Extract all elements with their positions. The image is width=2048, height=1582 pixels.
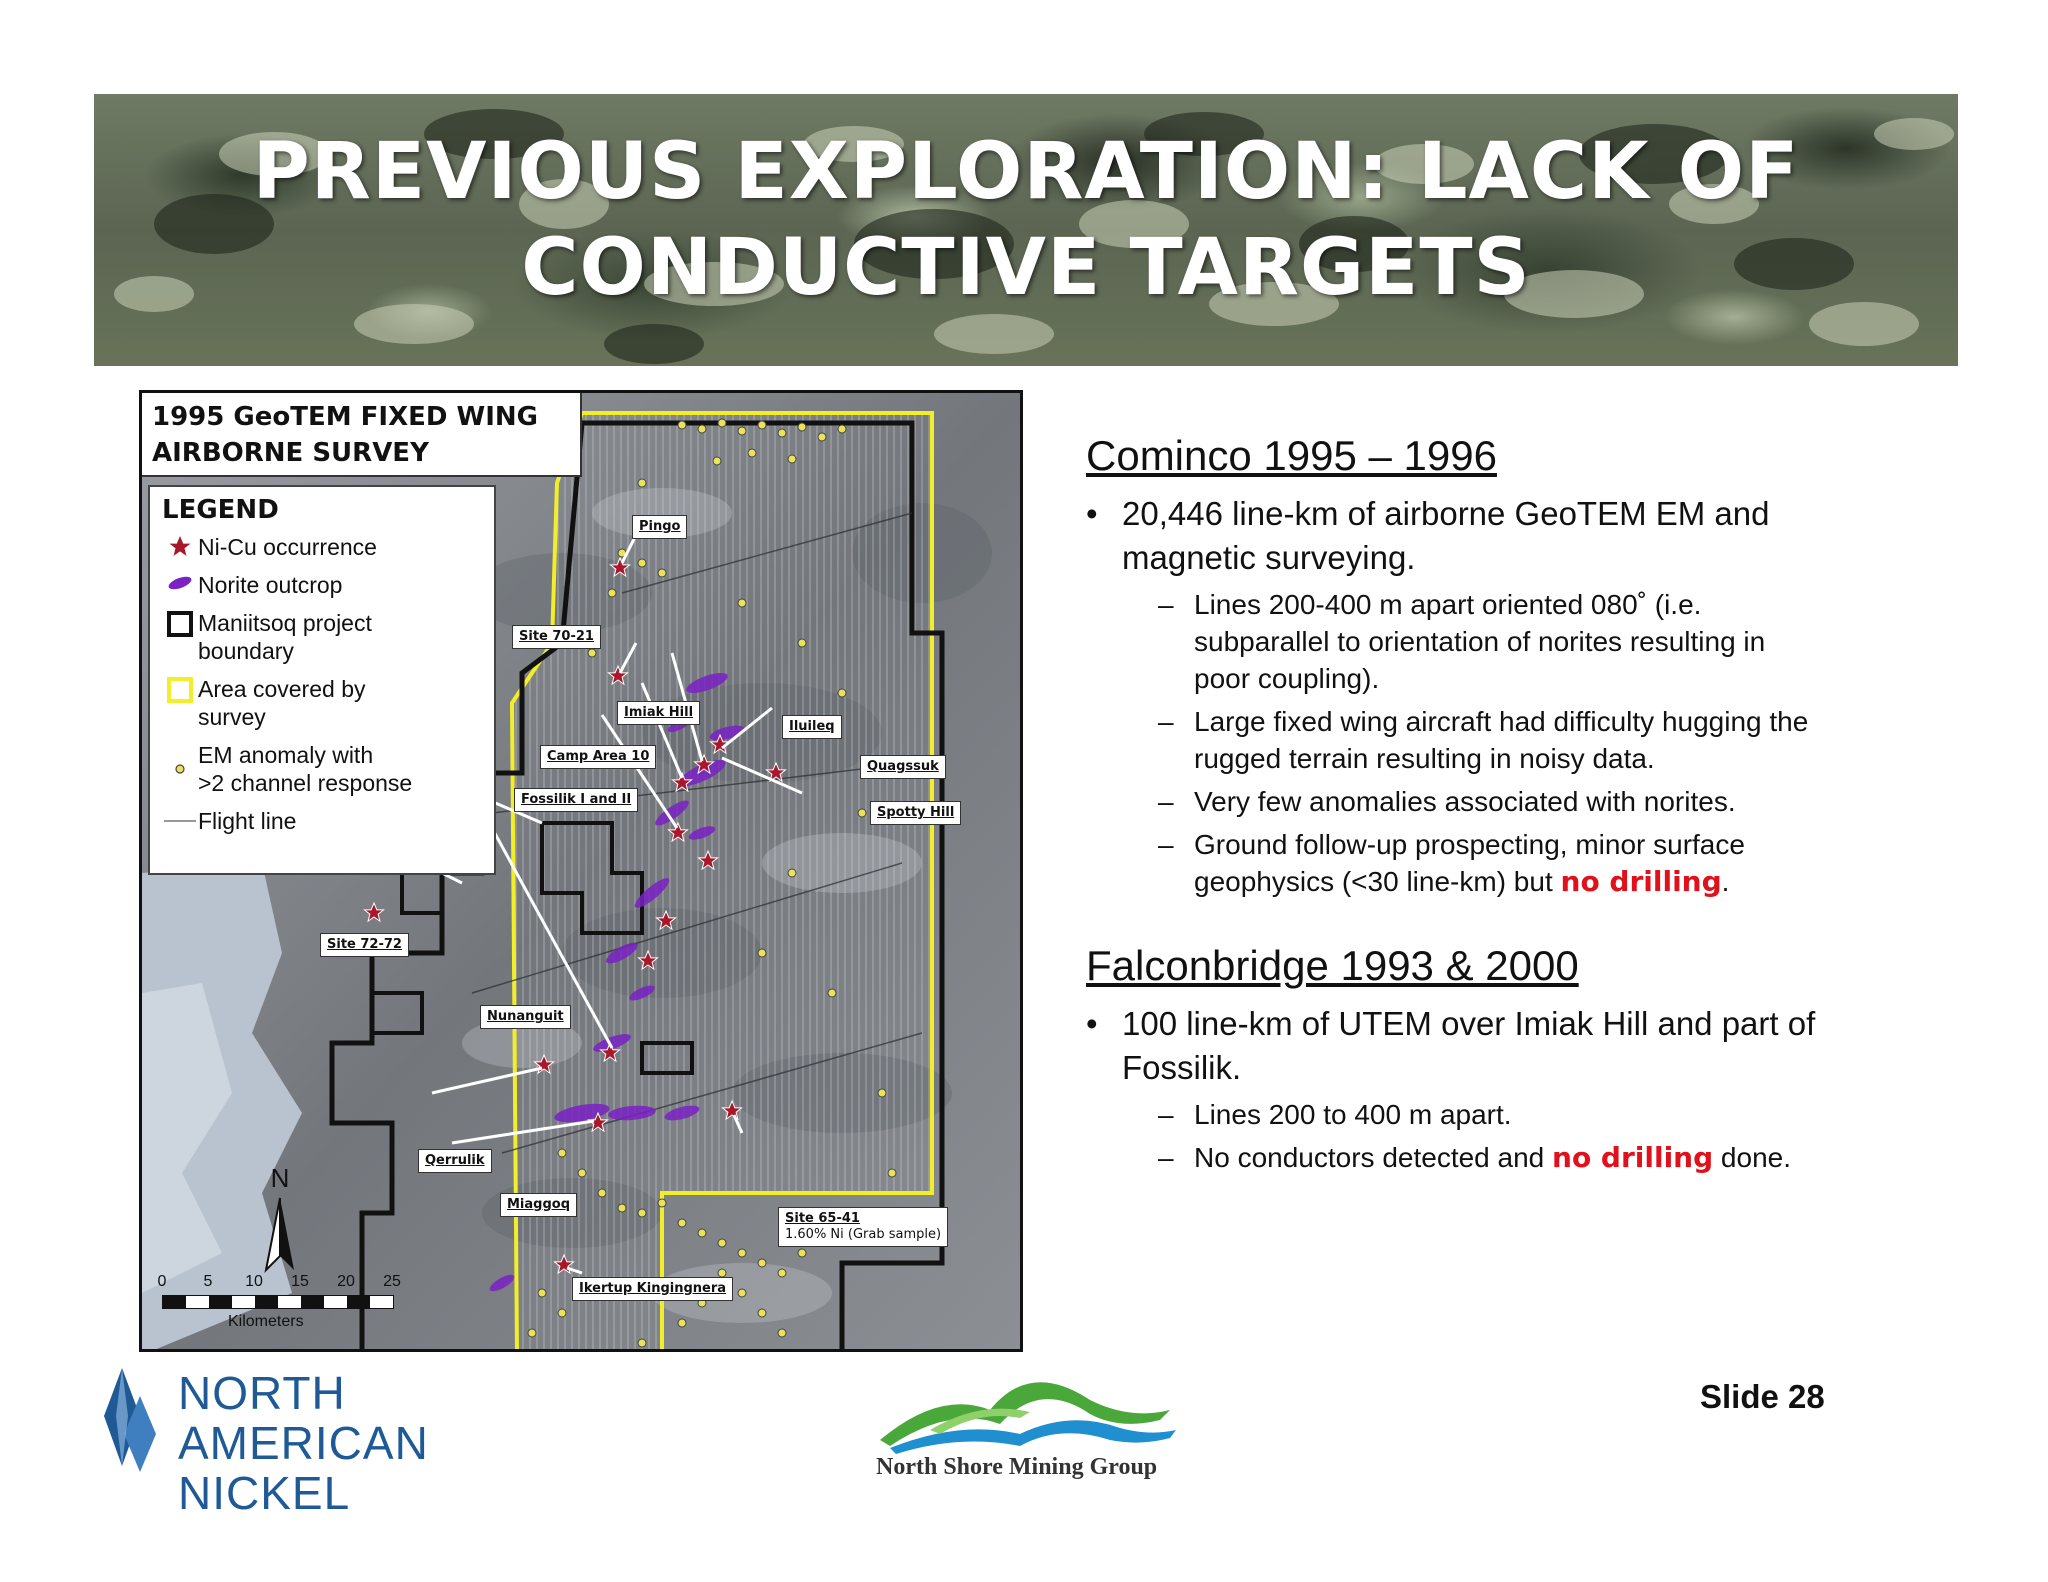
bullet-text (1122, 492, 1769, 580)
sub-bullet-line: Large fixed wing aircraft had difficulty hugging the (1194, 706, 1809, 737)
callout-ikertup: Ikertup Kingingnera (572, 1277, 733, 1301)
legend-item-em-anomaly (162, 741, 482, 797)
legend-item-boundary (162, 609, 482, 665)
scale-tick: 0 (157, 1273, 167, 1290)
callout-miaggoq: Miaggoq (500, 1193, 577, 1217)
dash-glyph: – (1158, 706, 1174, 737)
north-label: N (270, 1163, 290, 1193)
page-title (94, 124, 1958, 316)
callout-pingo: Pingo (632, 515, 687, 539)
map-title-line-2: AIRBORNE SURVEY (152, 438, 429, 468)
no-drilling-highlight: no drilling (1552, 1141, 1714, 1174)
page-title-line-2: CONDUCTIVE TARGETS (521, 223, 1531, 313)
callout-nunanguit: Nunanguit (480, 1005, 571, 1029)
sub-bullet-text (1194, 826, 1745, 900)
legend-item-ni-cu (162, 533, 482, 561)
north-arrow (250, 1163, 310, 1279)
bullet-text-line: 20,446 line-km of airborne GeoTEM EM and (1122, 495, 1770, 532)
legend-heading: LEGEND (162, 495, 279, 525)
sub-bullet (1158, 826, 1926, 900)
legend-item-norite (162, 571, 482, 599)
sub-bullet (1158, 586, 1926, 697)
yellow-square-icon (167, 677, 193, 703)
legend-item-survey-area (162, 675, 482, 731)
text-column (1086, 430, 1926, 1216)
map-legend (148, 485, 496, 875)
legend-item-flight-line (162, 807, 482, 835)
map-title-line-1: 1995 GeoTEM FIXED WING (152, 402, 539, 432)
sub-bullet-text (1194, 586, 1765, 697)
scale-unit: Kilometers (228, 1313, 304, 1330)
line-icon (164, 809, 196, 829)
dash-glyph: – (1158, 589, 1174, 620)
no-drilling-highlight: no drilling (1560, 865, 1722, 898)
scale-tick: 10 (245, 1273, 263, 1290)
scale-bar-graphic (162, 1295, 394, 1309)
section-falconbridge (1086, 940, 1926, 1176)
nan-diamond-icon (100, 1366, 170, 1476)
sub-bullet (1158, 1096, 1926, 1133)
map-title (142, 393, 582, 477)
north-american-nickel-logo (100, 1366, 580, 1519)
callout-qerrulik: Qerrulik (418, 1149, 492, 1173)
scale-ticks (148, 1273, 408, 1295)
bullet-text (1122, 1002, 1815, 1090)
sub-bullet-text (1194, 1139, 1791, 1176)
north-shore-mining-logo (870, 1350, 1190, 1490)
bullet-text-line: 100 line-km of UTEM over Imiak Hill and part of (1122, 1005, 1816, 1042)
sub-bullet-line: rugged terrain resulting in noisy data. (1194, 743, 1655, 774)
bullet-text-line: Fossilik. (1122, 1049, 1242, 1086)
legend-label: EM anomaly with (198, 742, 374, 768)
sub-bullet-line: No conductors detected and (1194, 1142, 1553, 1173)
callout-spotty-hill: Spotty Hill (870, 801, 961, 825)
mountain-icon (870, 1350, 1190, 1454)
scale-bar (148, 1273, 408, 1331)
slide-number: Slide 28 (1700, 1378, 1825, 1415)
sub-bullet-line: . (1721, 866, 1730, 897)
section-heading-cominco: Cominco 1995 – 1996 (1086, 432, 1497, 479)
scale-tick: 15 (291, 1273, 309, 1290)
star-icon (168, 535, 192, 559)
callout-iluileq: Iluileq (782, 715, 842, 739)
norite-icon (166, 573, 194, 593)
bullet-glyph: • (1086, 495, 1098, 532)
sub-bullet (1158, 1139, 1926, 1176)
black-square-icon (167, 611, 193, 637)
callout-site-65-41-title: Site 65-41 (785, 1211, 860, 1226)
callout-fossilik: Fossilik I and II (514, 788, 638, 812)
callout-site-72-72: Site 72-72 (320, 933, 409, 957)
sub-bullet (1158, 783, 1926, 820)
scale-tick: 20 (337, 1273, 355, 1290)
nan-line-1: NORTH (178, 1367, 346, 1419)
callout-site-70-21: Site 70-21 (512, 625, 601, 649)
legend-label: boundary (198, 638, 294, 664)
callout-site-65-41 (778, 1207, 948, 1247)
legend-label: >2 channel response (198, 770, 413, 796)
callout-site-65-41-note: 1.60% Ni (Grab sample) (785, 1227, 942, 1242)
title-banner (94, 94, 1958, 366)
bullet-glyph: • (1086, 1005, 1098, 1042)
sub-bullet-line: subparallel to orientation of norites resulting in (1194, 626, 1766, 657)
dash-glyph: – (1158, 1099, 1174, 1130)
sub-bullet-line: geophysics (<30 line-km) but (1194, 866, 1561, 897)
scale-tick: 25 (383, 1273, 401, 1290)
sub-bullet-text (1194, 703, 1808, 777)
callout-quagssuk: Quagssuk (860, 755, 946, 779)
nsm-wordmark: North Shore Mining Group (876, 1454, 1158, 1480)
sub-bullet-line: Very few anomalies associated with norites. (1194, 786, 1736, 817)
sub-bullet-line: Lines 200-400 m apart oriented 080˚ (i.e. (1194, 589, 1702, 620)
dash-glyph: – (1158, 786, 1174, 817)
nan-wordmark (178, 1368, 580, 1518)
legend-label: Area covered by (198, 676, 366, 702)
legend-label: Flight line (198, 808, 297, 834)
legend-label: Maniitsoq project (198, 610, 372, 636)
circle-icon (170, 743, 190, 783)
callout-imiak-hill: Imiak Hill (617, 701, 700, 725)
survey-map (139, 390, 1023, 1352)
dash-glyph: – (1158, 829, 1174, 860)
scale-tick: 5 (203, 1273, 213, 1290)
bullet (1086, 492, 1926, 580)
sub-bullet-line: Ground follow-up prospecting, minor surface (1194, 829, 1745, 860)
legend-label: Norite outcrop (198, 572, 343, 598)
sub-bullet-line: poor coupling). (1194, 663, 1380, 694)
north-arrow-icon (250, 1194, 310, 1274)
legend-label: Ni-Cu occurrence (198, 534, 377, 560)
legend-label: survey (198, 704, 266, 730)
bullet-text-line: magnetic surveying. (1122, 539, 1416, 576)
section-cominco (1086, 430, 1926, 900)
sub-bullet-line: Lines 200 to 400 m apart. (1194, 1099, 1512, 1130)
page-title-line-1: PREVIOUS EXPLORATION: LACK OF (252, 127, 1800, 217)
sub-bullet-line: done. (1713, 1142, 1792, 1173)
section-heading-falconbridge: Falconbridge 1993 & 2000 (1086, 942, 1579, 989)
callout-camp-area-10: Camp Area 10 (540, 745, 656, 769)
nan-line-2: AMERICAN NICKEL (178, 1417, 429, 1519)
sub-bullet (1158, 703, 1926, 777)
bullet (1086, 1002, 1926, 1090)
dash-glyph: – (1158, 1142, 1174, 1173)
